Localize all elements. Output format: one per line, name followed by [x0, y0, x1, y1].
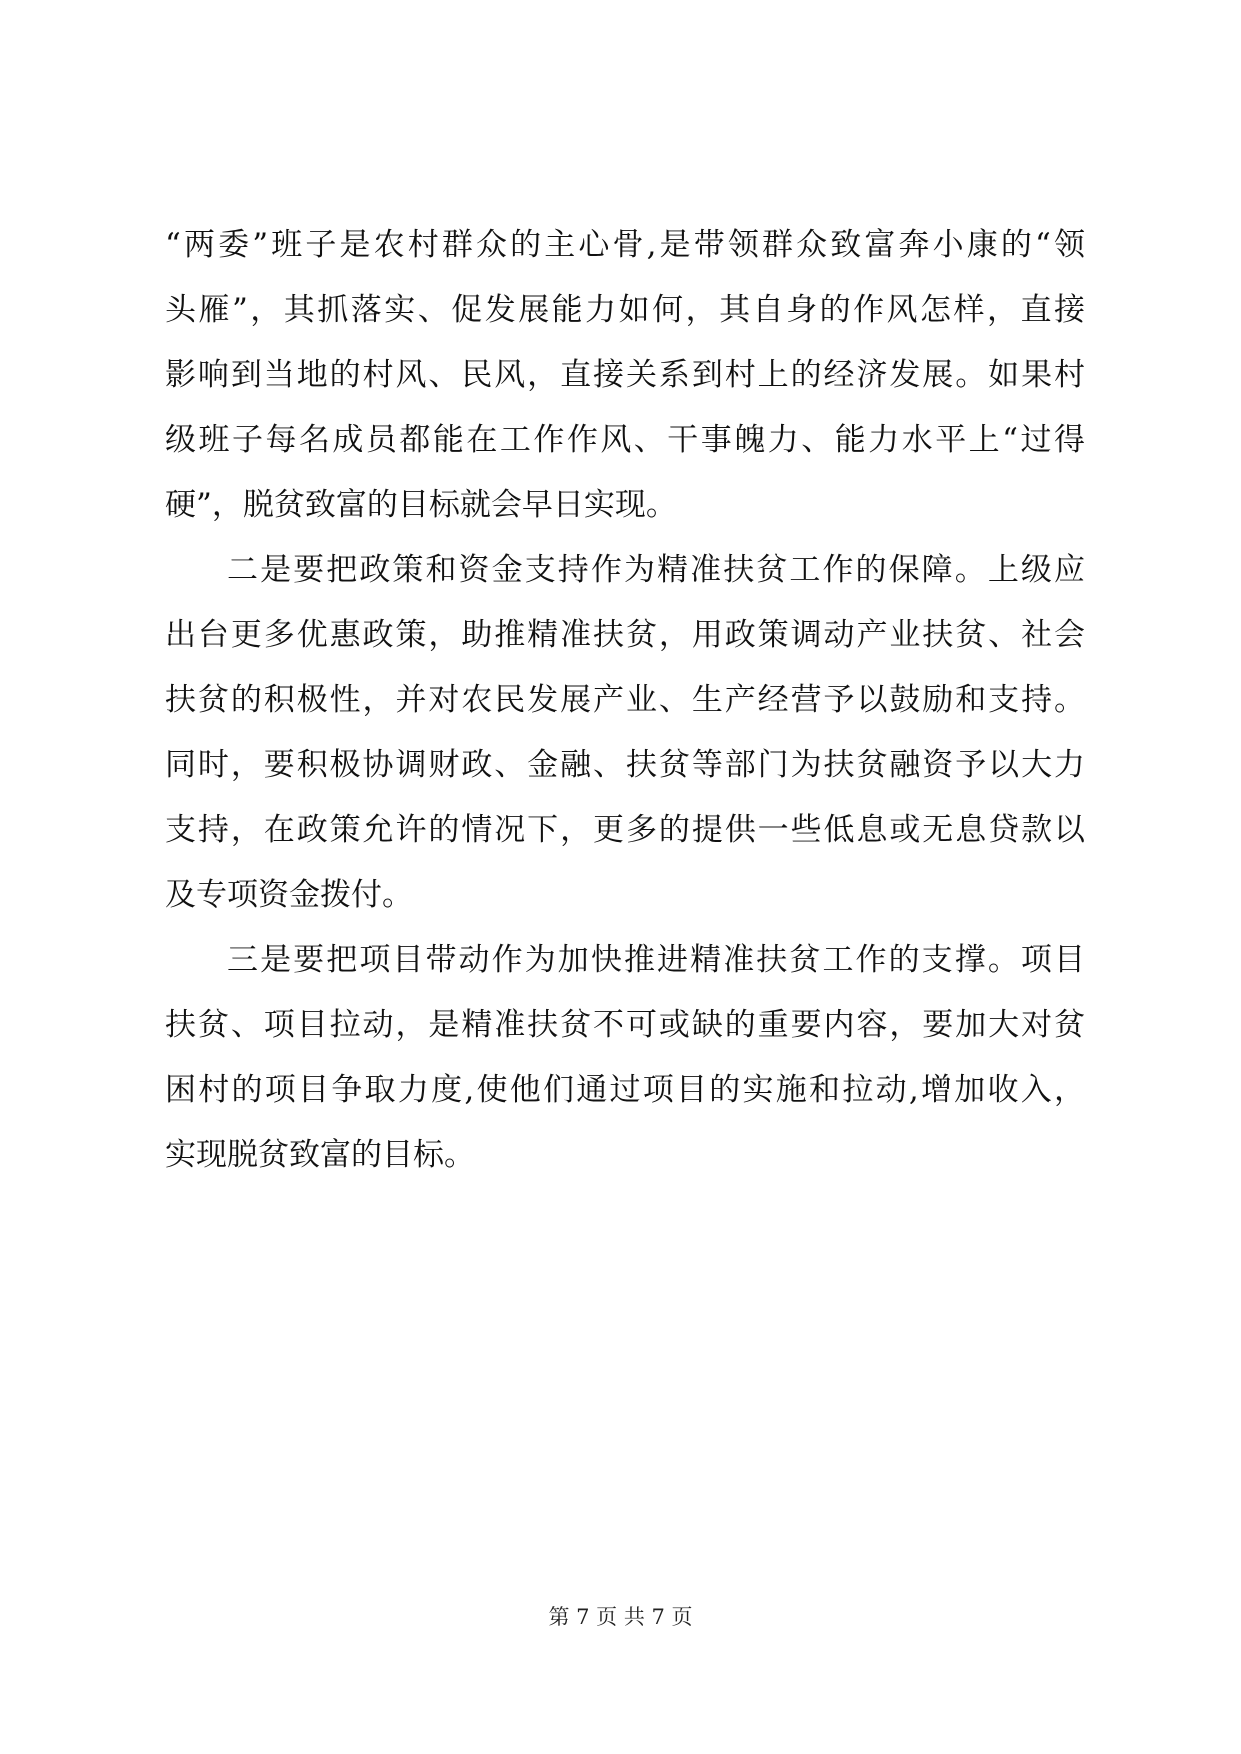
page-footer: [0, 1602, 1241, 1632]
text-line: 硬”，脱贫致富的目标就会早日实现。: [165, 487, 677, 523]
text-line: 同时，要积极协调财政、金融、扶贫等部门为扶贫融资予以大力: [165, 747, 1085, 783]
text-line: 扶贫、项目拉动，是精准扶贫不可或缺的重要内容，要加大对贫: [165, 1007, 1085, 1043]
text-line: 影响到当地的村风、民风，直接关系到村上的经济发展。如果村: [165, 357, 1085, 393]
text-line: 级班子每名成员都能在工作作风、干事魄力、能力水平上“过得: [165, 422, 1085, 458]
text-line: 出台更多优惠政策，助推精准扶贫，用政策调动产业扶贫、社会: [165, 617, 1085, 653]
text-line: “两委”班子是农村群众的主心骨,是带领群众致富奔小康的“领: [165, 227, 1085, 263]
text-line: 二是要把政策和资金支持作为精准扶贫工作的保障。上级应: [227, 552, 1085, 588]
text-line: 扶贫的积极性，并对农民发展产业、生产经营予以鼓励和支持。: [165, 682, 1085, 718]
paragraph-policy-funding: [165, 538, 1085, 928]
document-body: [165, 213, 1085, 1188]
text-line: 实现脱贫致富的目标。: [165, 1137, 475, 1173]
text-line: 困村的项目争取力度,使他们通过项目的实施和拉动,增加收入，: [165, 1072, 1085, 1108]
paragraph-project-driven: [165, 928, 1085, 1188]
text-line: 头雁”，其抓落实、促发展能力如何，其自身的作风怎样，直接: [165, 292, 1085, 328]
text-line: 及专项资金拨付。: [165, 877, 413, 913]
text-line: 三是要把项目带动作为加快推进精准扶贫工作的支撑。项目: [227, 942, 1085, 978]
text-line: 支持，在政策允许的情况下，更多的提供一些低息或无息贷款以: [165, 812, 1085, 848]
paragraph-continuation: [165, 213, 1085, 538]
page-number-label: 第 7 页 共 7 页: [548, 1605, 693, 1629]
